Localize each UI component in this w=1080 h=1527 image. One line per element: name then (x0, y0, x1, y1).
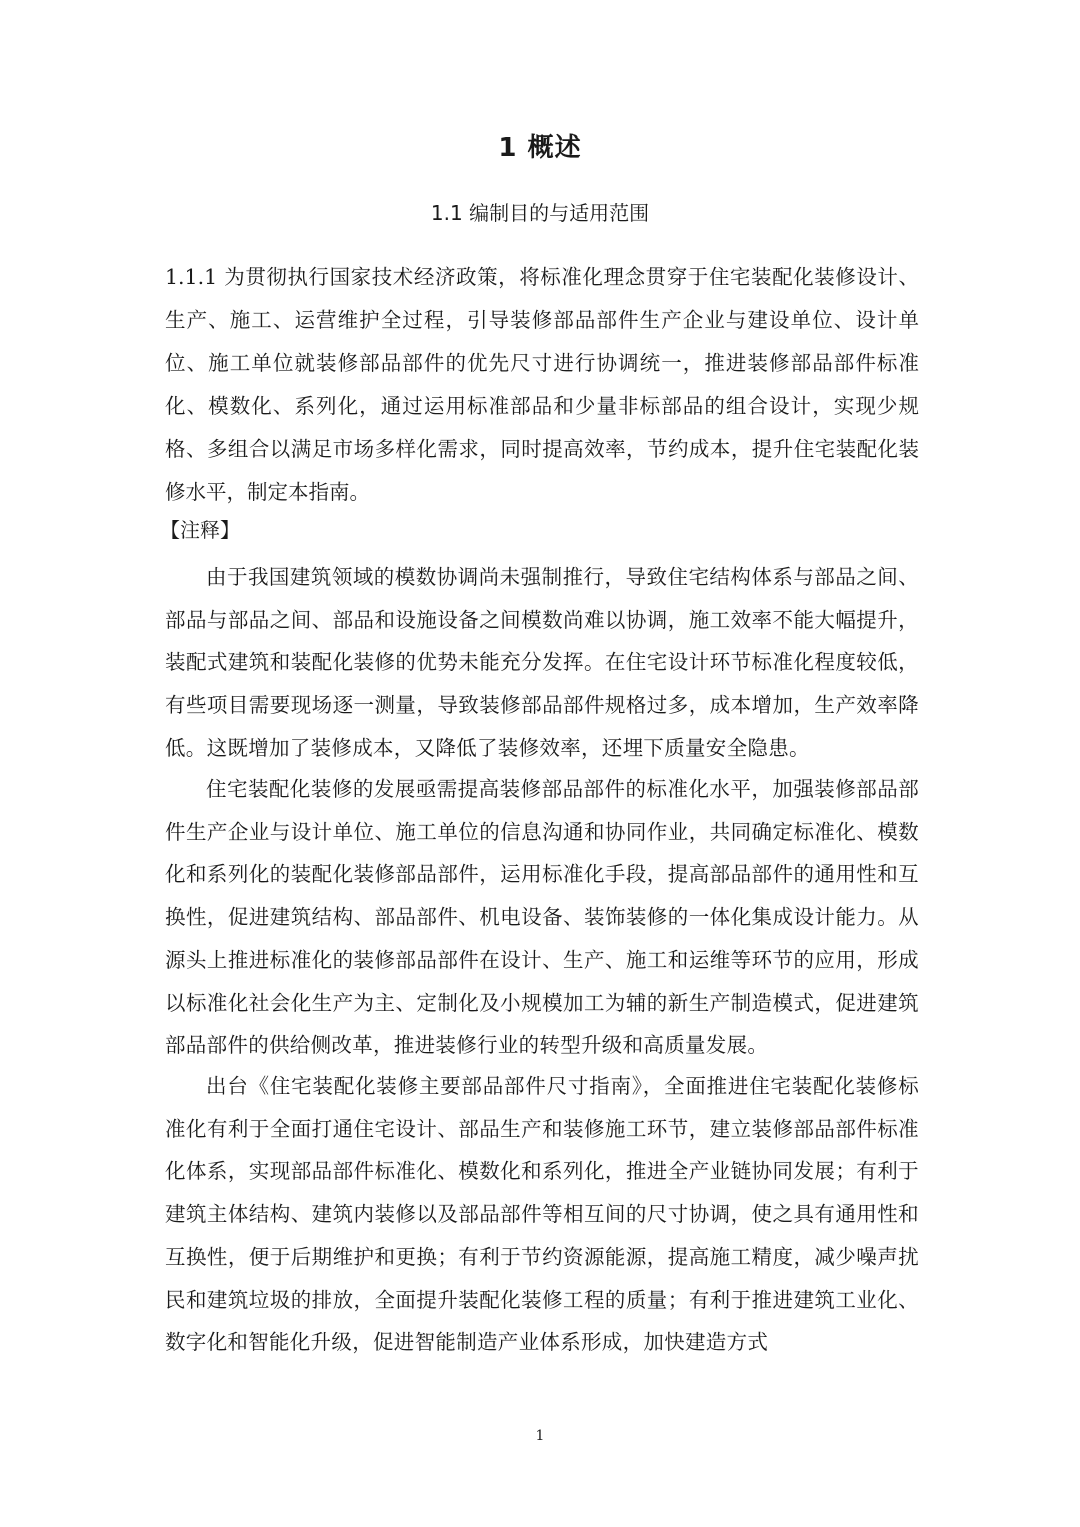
note-label: 【注释】 (160, 518, 240, 542)
page-number: 1 (535, 1428, 545, 1444)
chapter-title: 1 概述 (498, 133, 582, 163)
note-paragraph-3: 出台《住宅装配化装修主要部品部件尺寸指南》，全面推进住宅装配化装修标准化有利于全面打通住宅设计、部品生产和装修施工环节，建立装修部品部件标准化体系，实现部品部件标准化、模数化和系列化，推进全产业链协同发展；有利于建筑主体结构、建筑内装修以及部品部件等相互间的尺寸协调，使之具有通用性和互换性，便于后期维护和更换；有利于节约资源能源，提高施工精度，减少噪声扰民和建筑垃圾的排放，全面提升装配化装修工程的质量；有利于推进建筑工业化、数字化和智能化升级，促进智能制造产业体系形成，加快建造方式 (165, 1074, 919, 1355)
note-paragraph-2: 住宅装配化装修的发展亟需提高装修部品部件的标准化水平，加强装修部品部件生产企业与设计单位、施工单位的信息沟通和协同作业，共同确定标准化、模数化和系列化的装配化装修部品部件，运用标准化手段，提高部品部件的通用性和互换性，促进建筑结构、部品部件、机电设备、装饰装修的一体化集成设计能力。从源头上推进标准化的装修部品部件在设计、生产、施工和运维等环节的应用，形成以标准化社会化生产为主、定制化及小规模加工为辅的新生产制造模式，促进建筑部品部件的供给侧改革，推进装修行业的转型升级和高质量发展。 (165, 777, 919, 1058)
note-paragraph-1: 由于我国建筑领域的模数协调尚未强制推行，导致住宅结构体系与部品之间、部品与部品之间、部品和设施设备之间模数尚难以协调，施工效率不能大幅提升，装配式建筑和装配化装修的优势未能充分发挥。在住宅设计环节标准化程度较低，有些项目需要现场逐一测量，导致装修部品部件规格过多，成本增加，生产效率降低。这既增加了装修成本，又降低了装修效率，还埋下质量安全隐患。 (165, 565, 919, 760)
section-title: 1.1 编制目的与适用范围 (430, 201, 650, 225)
clause-paragraph: 1.1.1 为贯彻执行国家技术经济政策，将标准化理念贯穿于住宅装配化装修设计、生产、施工、运营维护全过程，引导装修部品部件生产企业与建设单位、设计单位、施工单位就装修部品部件的优先尺寸进行协调统一，推进装修部品部件标准化、模数化、系列化，通过运用标准部品和少量非标部品的组合设计，实现少规格、多组合以满足市场多样化需求，同时提高效率，节约成本，提升住宅装配化装修水平，制定本指南。 (165, 265, 919, 504)
